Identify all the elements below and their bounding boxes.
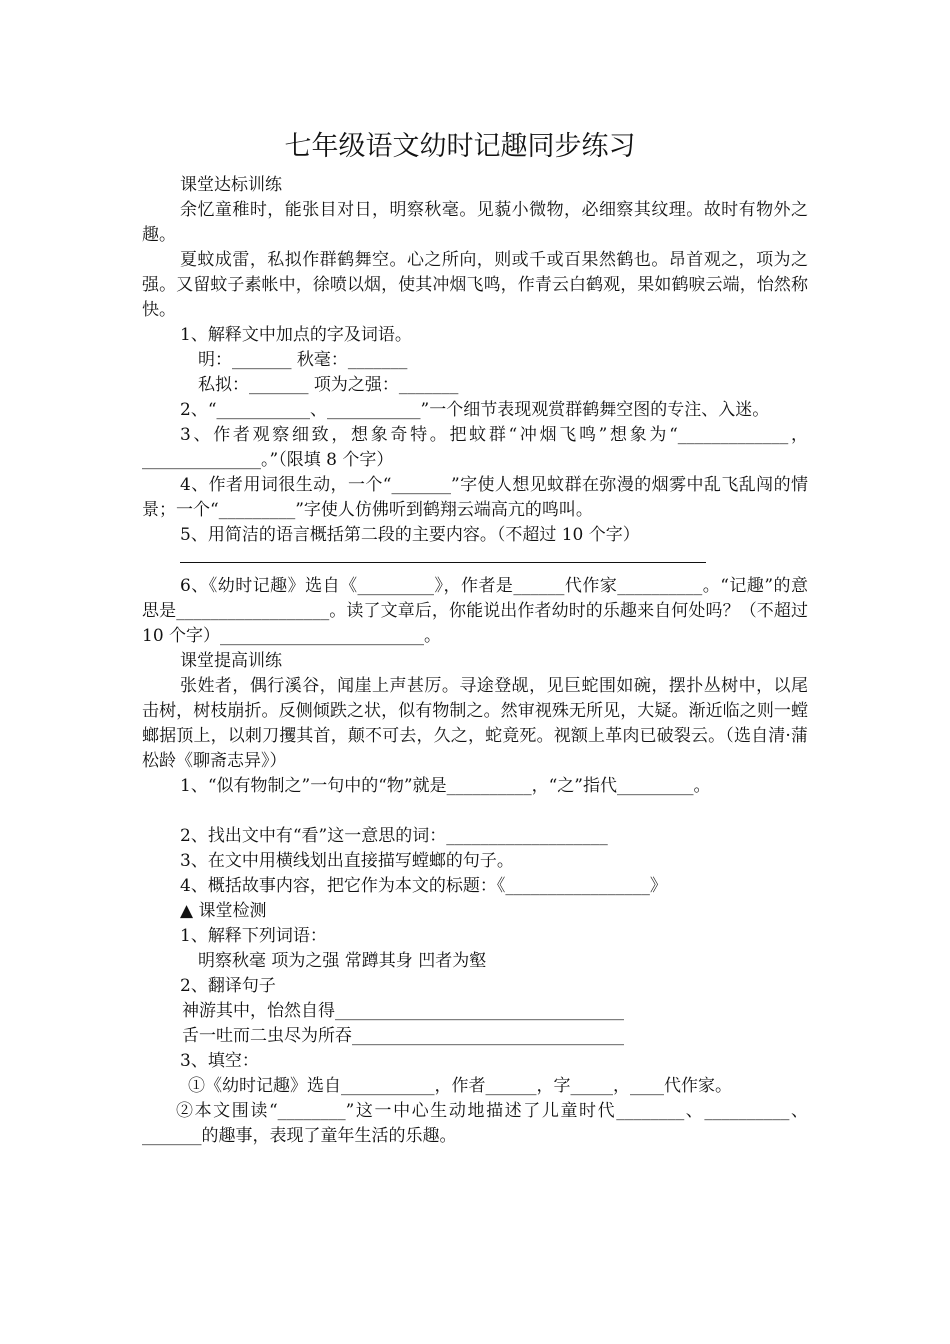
section-label-classroom-test: ▲ 课堂检测 [180,901,267,921]
question-5: 5、用简洁的语言概括第二段的主要内容。（不超过 10 个字） [180,525,640,545]
passage2-question-4: 4、概括故事内容，把它作为本文的标题：《_________________》 [180,876,667,896]
spacer [142,799,808,824]
section-label-advanced-training: 课堂提高训练 [180,651,282,671]
test-question-3: 3、填空： [180,1051,259,1071]
question-1-blank-line2: 私拟：_______ 项为之强：_______ [198,375,459,395]
test-question-3-item2: ②本文围读“________”这一中心生动地描述了儿童时代________、__________、_______的趣事，表现了童年生活的乐趣。 [142,1101,808,1146]
question-1-blank-line1: 明：_______ 秋毫：_______ [198,350,408,370]
test-question-2-line1: 神游其中，怡然自得__________________________________ [182,1001,624,1021]
question-4: 4、作者用词很生动，一个“_______”字使人想见蚊群在弥漫的烟雾中乱飞乱闯的情景；一个“_________”字使人仿佛听到鹤翔云端高亢的鸣叫。 [142,475,808,520]
test-question-3-item1: ①《幼时记趣》选自___________，作者______，字_____，____代作家。 [188,1076,732,1096]
passage1-paragraph2: 夏蚊成雷，私拟作群鹤舞空。心之所向，则或千或百果然鹤也。昂首观之，项为之强。又留蚊子素帐中，徐喷以烟，使其冲烟飞鸣，作青云白鹤观，果如鹤唳云端，怡然称快。 [142,250,808,320]
passage2-question-3: 3、在文中用横线划出直接描写螳螂的句子。 [180,851,514,871]
worksheet-body [142,173,808,1149]
section-label-classroom-training: 课堂达标训练 [180,175,282,195]
test-question-1-terms: 明察秋毫 项为之强 常蹲其身 凹者为壑 [198,951,487,971]
test-question-2-line2: 舌一吐而二虫尽为所吞________________________________ [182,1026,624,1046]
question-3: 3、作者观察细致，想象奇特。把蚊群“冲烟飞鸣”想象为“_____________，______________。”（限填 8 个字） [142,425,808,470]
question-2: 2、“___________、___________”一个细节表现观赏群鹤舞空图的专注、入迷。 [180,400,770,420]
question-6: 6、《幼时记趣》选自《_________》，作者是______代作家__________。“记趣”的意思是__________________。读了文章后，你能说出作者幼时的乐趣来自何处吗？（不超过 10 个字）________________________。 [142,576,808,646]
answer-line [180,548,706,563]
page-title: 七年级语文幼时记趣同步练习 [284,131,636,162]
passage2-question-2: 2、找出文中有“看”这一意思的词：___________________ [180,826,608,846]
test-question-1: 1、解释下列词语： [180,926,327,946]
question-1: 1、解释文中加点的字及词语。 [180,325,412,345]
test-question-2: 2、翻译句子 [180,976,276,996]
passage2-question-1: 1、“似有物制之”一句中的“物”就是__________，“之”指代_________。 [180,776,711,796]
passage1-paragraph1: 余忆童稚时，能张目对日，明察秋毫。见藐小微物，必细察其纹理。故时有物外之趣。 [142,200,808,245]
passage2: 张姓者，偶行溪谷，闻崖上声甚厉。寻途登觇，见巨蛇围如碗，摆扑丛树中，以尾击树，树枝崩折。反侧倾跌之状，似有物制之。然审视殊无所见，大疑。渐近临之则一螳螂据顶上，以刺刀攫其首，颠不可去，久之，蛇竟死。视额上革肉已破裂云。（选自清·蒲松龄《聊斋志异》） [142,676,808,771]
